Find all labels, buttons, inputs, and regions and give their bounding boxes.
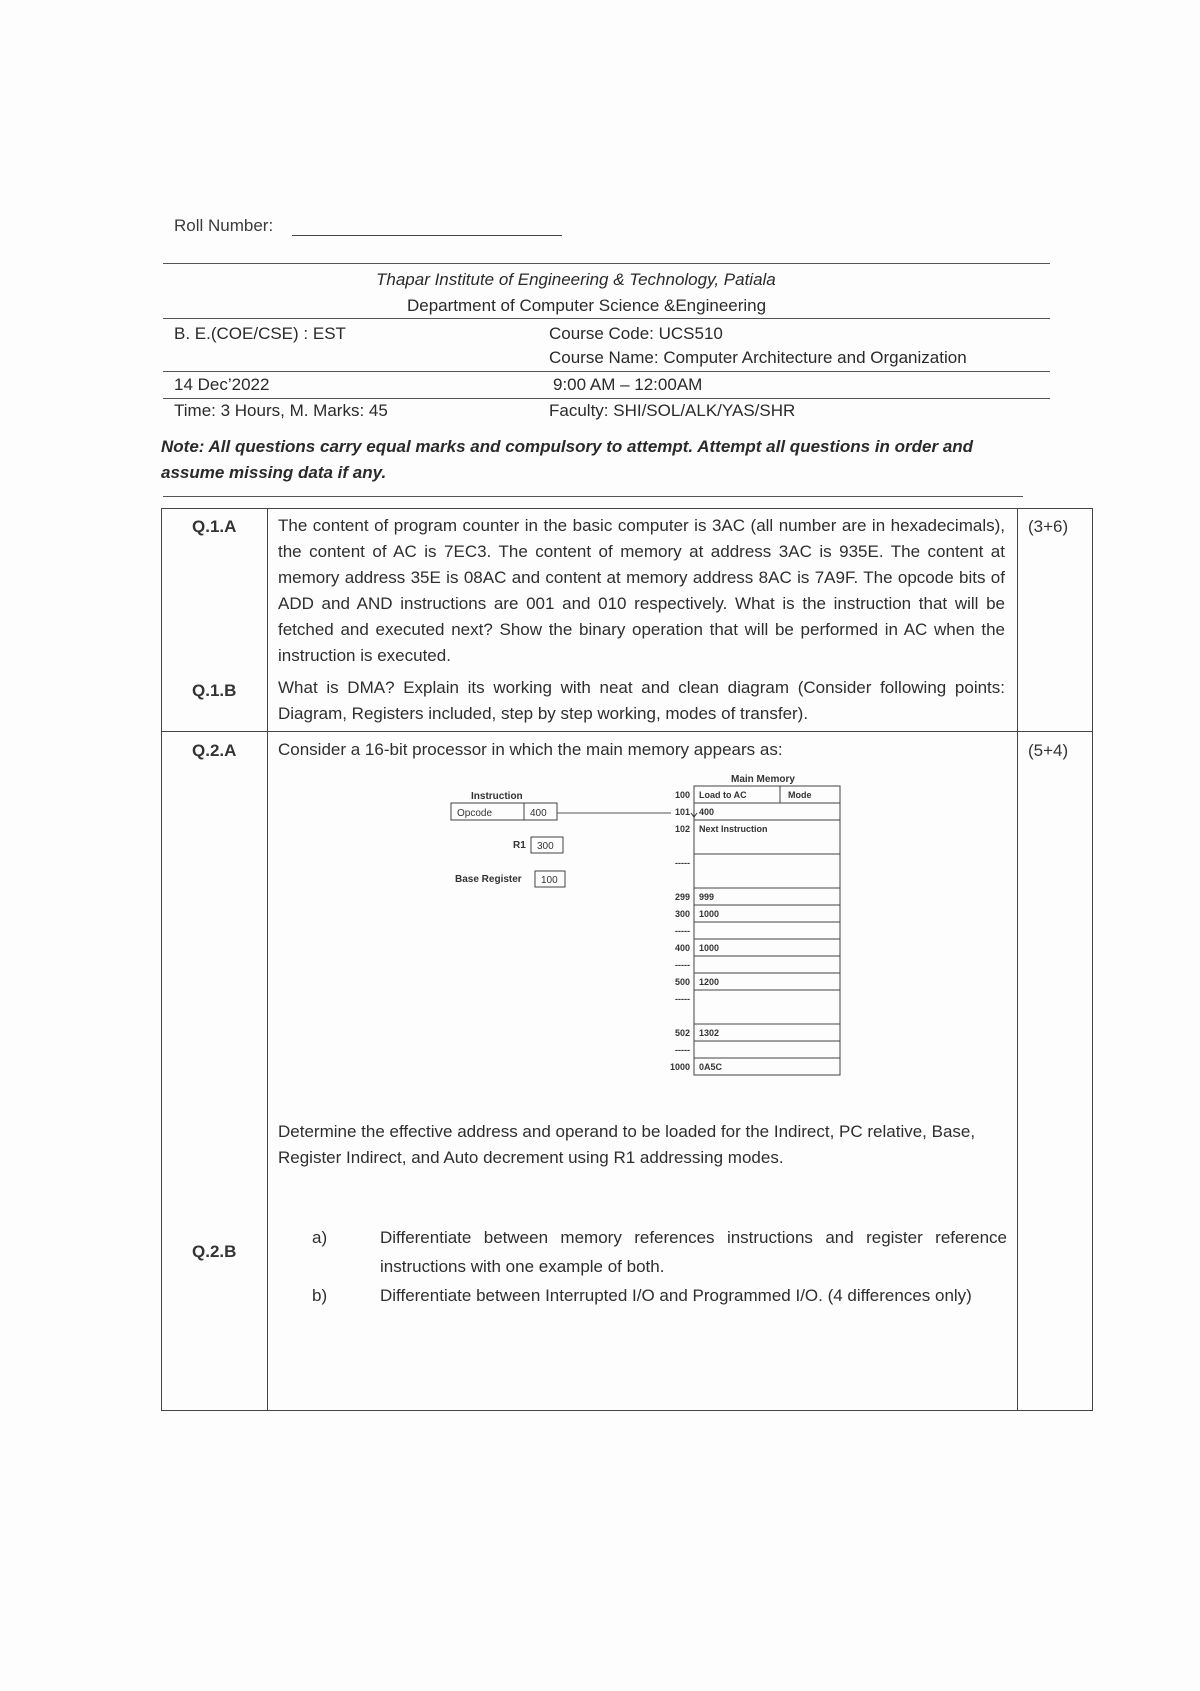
memory-content: 1200 xyxy=(699,977,720,987)
memory-address: 400 xyxy=(674,943,690,953)
institute-name: Thapar Institute of Engineering & Technology, Patiala xyxy=(376,270,776,289)
q1a-text: The content of program counter in the basic computer is 3AC (all number are in hexadecimals), the content of AC is 7EC3. The content of memory at address 3AC is 935E. The content at memory address 35E is 08AC and content at memory address 8AC is 7A9F. The opcode bits of ADD and AND instructions are 001 and 010 respectively. What is the instruction that will be fetched and executed next? Show the binary operation that will be performed in AC when the instruction is executed. xyxy=(278,516,1005,665)
r1-value: 300 xyxy=(537,841,554,852)
memory-address: ----- xyxy=(675,1045,690,1055)
r1-label: R1 xyxy=(513,840,526,851)
memory-content: Next Instruction xyxy=(699,824,768,834)
memory-address: 102 xyxy=(674,824,690,834)
memory-cell xyxy=(694,922,840,939)
q1a-label: Q.1.A xyxy=(192,517,237,536)
course-code: Course Code: UCS510 xyxy=(549,324,723,343)
memory-content: 0A5C xyxy=(699,1062,723,1072)
q2a-intro: Consider a 16-bit processor in which the main memory appears as: xyxy=(278,740,783,759)
exam-duration: Time: 3 Hours, M. Marks: 45 xyxy=(174,401,388,420)
q1-marks: (3+6) xyxy=(1028,517,1069,536)
arrow-icon xyxy=(691,810,697,817)
base-register-label: Base Register xyxy=(455,874,522,885)
q2a-label: Q.2.A xyxy=(192,741,237,760)
memory-content: Load to AC xyxy=(699,790,747,800)
memory-address: 101 xyxy=(674,807,690,817)
memory-address: 100 xyxy=(674,790,690,800)
memory-address: 1000 xyxy=(669,1062,690,1072)
exam-time-slot: 9:00 AM – 12:00AM xyxy=(553,375,703,394)
q1b-text: What is DMA? Explain its working with neat and clean diagram (Consider following points: Diagram, Registers included, step by step working, modes of transfer). xyxy=(278,678,1005,723)
exam-note: Note: All questions carry equal marks and compulsory to attempt. Attempt all questions in order and assume missing data if any. xyxy=(161,437,974,482)
q2a-question: Determine the effective address and operand to be loaded for the Indirect, PC relative, Base, Register Indirect, and Auto decrement using R1 addressing modes. xyxy=(278,1122,976,1167)
memory-content: 999 xyxy=(699,892,715,902)
roll-number-label: Roll Number: xyxy=(174,216,274,235)
q2b-part-a-marker: a) xyxy=(312,1228,328,1247)
memory-address: ----- xyxy=(675,960,690,970)
roll-number-line xyxy=(292,235,562,236)
memory-content: 1000 xyxy=(699,909,720,919)
exam-date: 14 Dec’2022 xyxy=(174,375,270,394)
memory-diagram xyxy=(267,771,1017,1109)
base-register-value: 100 xyxy=(541,875,558,886)
memory-cell xyxy=(694,1041,840,1058)
memory-content: 1000 xyxy=(699,943,720,953)
q2b-part-b-text: Differentiate between Interrupted I/O and Programmed I/O. (4 differences only) xyxy=(380,1286,972,1305)
header-rule-3 xyxy=(163,371,1050,372)
memory-cell xyxy=(694,803,840,820)
table-col-divider-2 xyxy=(1017,509,1018,1410)
q2b-part-a-text: Differentiate between memory references instructions and register reference instructions with one example of both. xyxy=(380,1228,1007,1276)
q2b-part-b-marker: b) xyxy=(312,1286,328,1305)
exam-faculty: Faculty: SHI/SOL/ALK/YAS/SHR xyxy=(549,401,796,420)
memory-cell xyxy=(694,956,840,973)
opcode-label: Opcode xyxy=(457,808,493,819)
memory-cell xyxy=(694,854,840,888)
opcode-value: 400 xyxy=(530,808,547,819)
header-rule-top xyxy=(163,263,1050,264)
table-row-divider xyxy=(162,731,1092,732)
memory-cell xyxy=(694,888,840,905)
instruction-title: Instruction xyxy=(471,791,523,802)
department-name: Department of Computer Science &Engineering xyxy=(407,296,767,315)
note-rule xyxy=(163,496,1023,497)
memory-mode: Mode xyxy=(788,790,812,800)
memory-address: 500 xyxy=(674,977,690,987)
memory-cell xyxy=(694,990,840,1024)
course-name: Course Name: Computer Architecture and Organization xyxy=(549,348,967,367)
memory-address: 300 xyxy=(674,909,690,919)
q2b-label: Q.2.B xyxy=(192,1242,237,1261)
question-table xyxy=(161,508,1093,1411)
memory-address: ----- xyxy=(675,858,690,868)
memory-address: ----- xyxy=(675,926,690,936)
memory-address: ----- xyxy=(675,994,690,1004)
main-memory-title: Main Memory xyxy=(731,774,795,785)
memory-rows xyxy=(670,786,840,1075)
header-rule-4 xyxy=(163,398,1050,399)
header-rule-2 xyxy=(163,318,1050,319)
q2-marks: (5+4) xyxy=(1028,741,1069,760)
q1b-label: Q.1.B xyxy=(192,681,237,700)
program-label: B. E.(COE/CSE) : EST xyxy=(174,324,346,343)
memory-content: 1302 xyxy=(699,1028,720,1038)
memory-content: 400 xyxy=(699,807,715,817)
memory-address: 299 xyxy=(674,892,690,902)
memory-address: 502 xyxy=(674,1028,690,1038)
